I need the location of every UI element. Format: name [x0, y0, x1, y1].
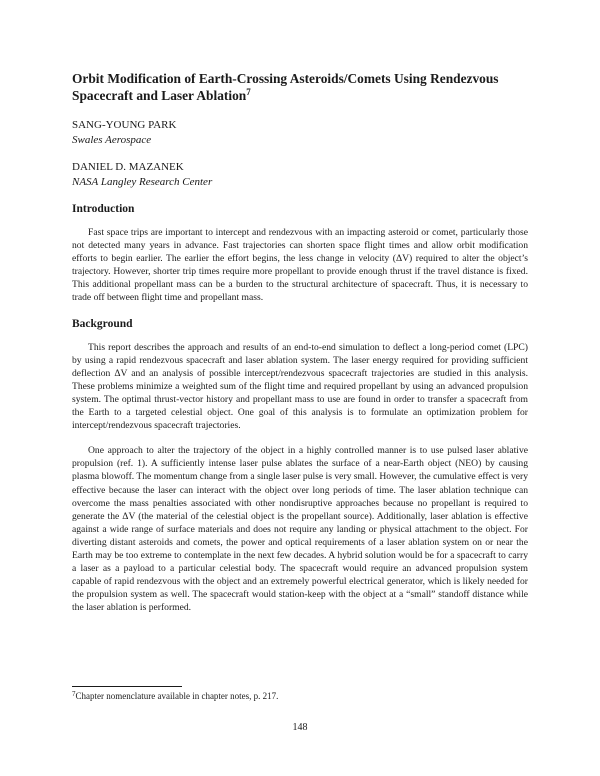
introduction-paragraph: Fast space trips are important to intercept and rendezvous with an impacting asteroid or comet, particularly those not detected many years in advance. Fast trajectories can shorten space flight times and allow orbit modification efforts to begin earlier. The earlier the effort begins, the less change in velocity (ΔV) required to alter the object’s trajectory. However, shorter trip times require more propellant to provide enough thrust if the travel distance is fixed. This additional propellant mass can be a burden to the structural architecture of spacecraft. Thus, it is necessary to trade off between flight time and propellant mass. [72, 227, 528, 304]
author-block-2 [72, 160, 528, 190]
title-footnote-mark: 7 [246, 87, 251, 97]
footnote-divider [72, 686, 182, 687]
footnote-mark: 7 [72, 690, 76, 698]
page-body [72, 70, 528, 626]
footnote-text: Chapter nomenclature available in chapter notes, p. 217. [75, 691, 279, 701]
section-heading-background: Background [72, 317, 133, 330]
page-number: 148 [292, 722, 308, 733]
author-name: SANG-YOUNG PARK [72, 119, 177, 131]
author-affiliation: Swales Aerospace [72, 134, 152, 146]
background-paragraph-2: One approach to alter the trajectory of the object in a highly controlled manner is to use pulsed laser ablative propulsion (ref. 1). A sufficiently intense laser pulse ablates the surface of a near-Earth object (NEO) by causing plasma blowoff. The momentum change from a single laser pulse is very small. However, the cumulative effect is very effective because the laser can interact with the object over long periods of time. The laser ablation technique can overcome the mass penalties associated with other nondisruptive approaches because no propellant is required to generate the ΔV (the material of the celestial object is the propellant source). Additionally, laser ablation is effective against a wide range of surface materials and does not require any landing or physical attachment to the object. For diverting distant asteroids and comets, the power and optical requirements of a laser ablation system on or near the Earth may be too extreme to contemplate in the next few decades. A hybrid solution would be for a spacecraft to carry a laser as a payload to a particular celestial body. The spacecraft would require an advanced propulsion system capable of rapid rendezvous with the object and an extremely powerful electrical generator, which is likely needed for the propulsion system as well. The spacecraft would station-keep with the object at a “small” standoff distance while the laser ablation is performed. [72, 445, 528, 614]
author-affiliation: NASA Langley Research Center [72, 176, 213, 188]
paper-title [72, 70, 528, 104]
footnote [72, 690, 278, 702]
author-name: DANIEL D. MAZANEK [72, 161, 184, 173]
paper-title-text: Orbit Modification of Earth-Crossing Asteroids/Comets Using Rendezvous Spacecraft and Laser Ablation [72, 71, 499, 103]
section-heading-introduction: Introduction [72, 203, 135, 215]
background-paragraph-1: This report describes the approach and results of an end-to-end simulation to deflect a long-period comet (LPC) by using a rapid rendezvous spacecraft and laser ablation system. The laser energy required for providing sufficient deflection ΔV and an analysis of possible intercept/rendezvous spacecraft trajectories are studied in this analysis. These problems minimize a weighted sum of the flight time and required propellant by using an advanced propulsion system. The optimal thrust-vector history and propellant mass to use are found in order to transfer a spacecraft from the Earth to a targeted celestial object. One goal of this analysis is to formulate an optimization problem for intercept/rendezvous spacecraft trajectories. [72, 341, 528, 432]
author-block-1 [72, 118, 528, 148]
